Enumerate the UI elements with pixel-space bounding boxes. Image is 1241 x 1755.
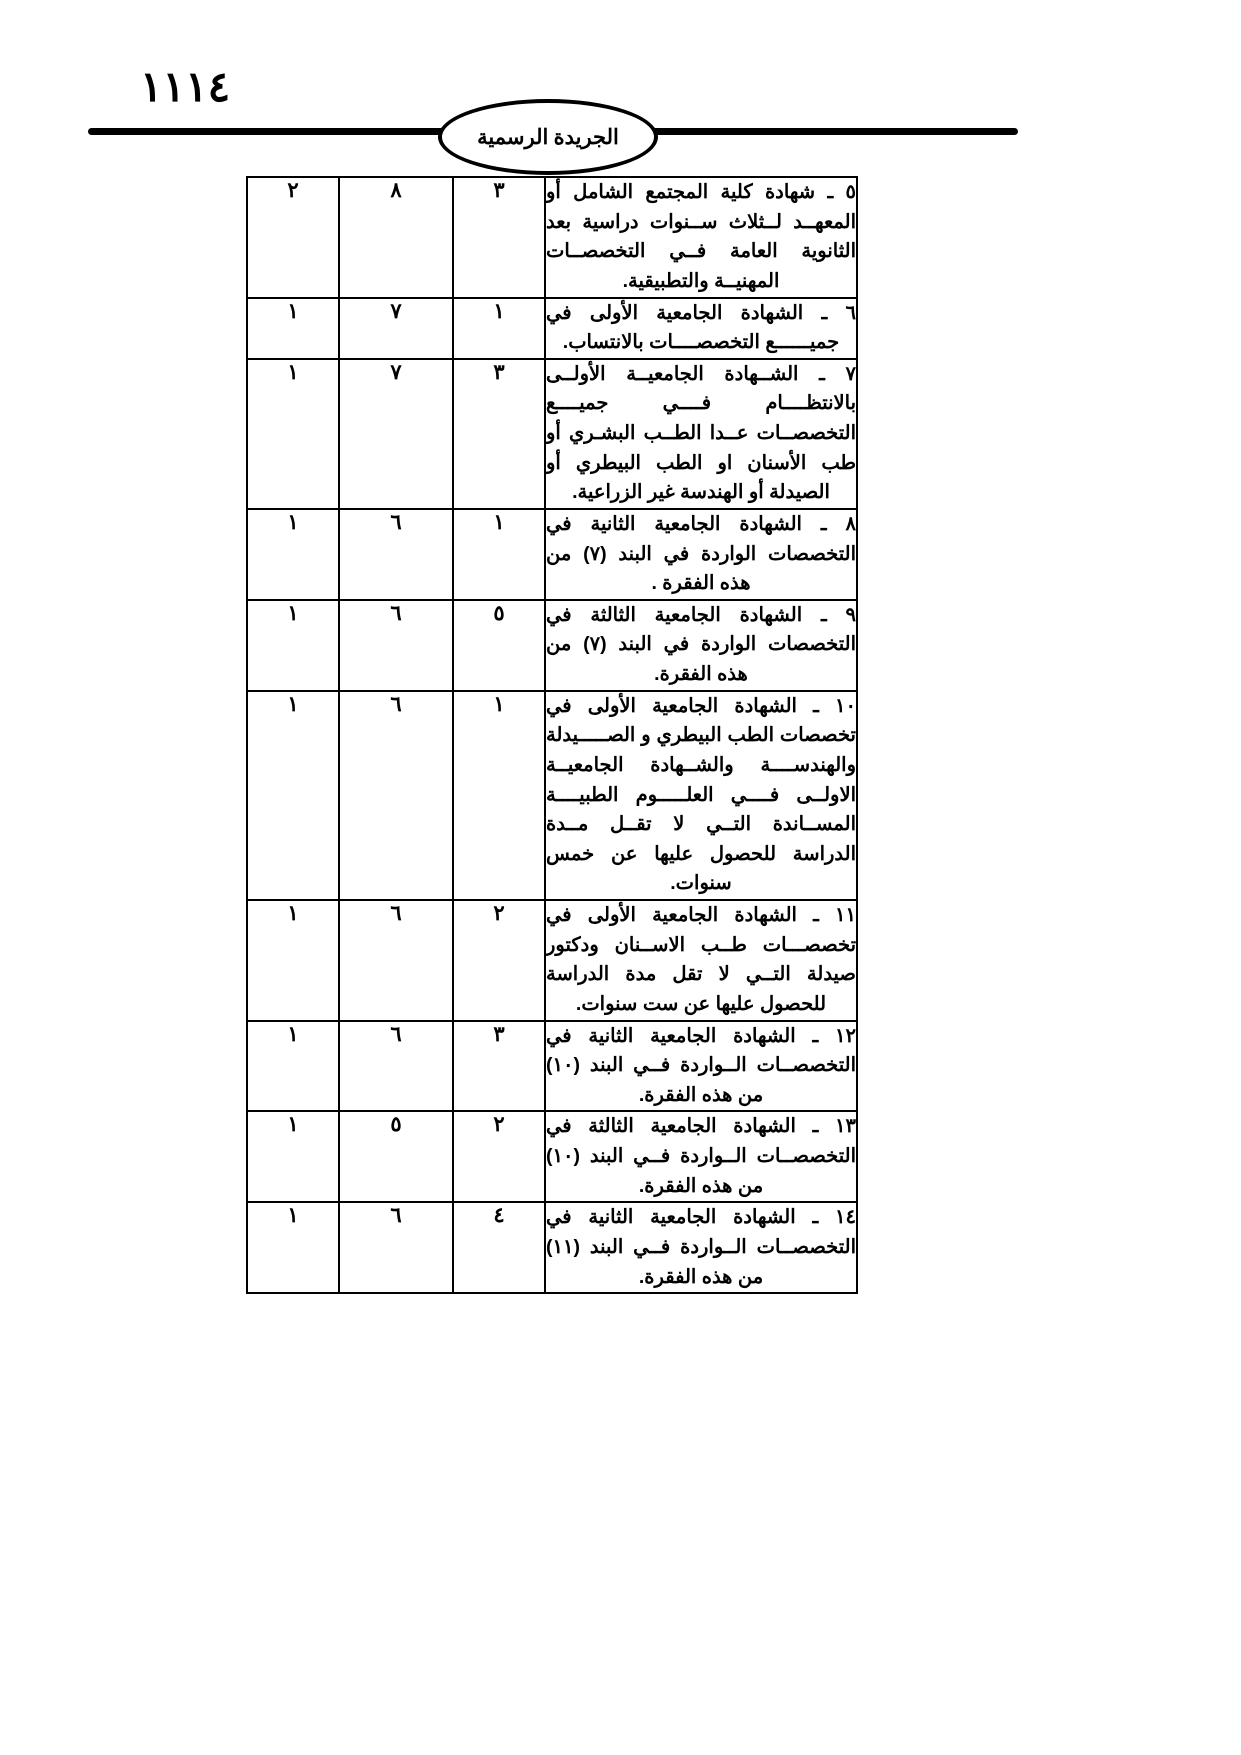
gazette-title-text: الجريدة الرسمية (477, 124, 619, 149)
table-row (247, 177, 857, 298)
row-description: ١٣ ـ الشهادة الجامعية الثالثة في التخصصــات الــواردة فــي البند (١٠) من هذه الفقرة. (545, 1111, 857, 1202)
row-col4: ١ (247, 1021, 339, 1112)
page-number: ١١١٤ (140, 65, 231, 111)
table-row (247, 1202, 857, 1293)
row-col4: ١ (247, 359, 339, 509)
row-col4: ١ (247, 1111, 339, 1202)
row-col3: ٦ (339, 509, 453, 600)
table-row (247, 600, 857, 691)
row-description: ٨ ـ الشهادة الجامعية الثانية في التخصصات الواردة في البند (٧) من هذه الفقرة . (545, 509, 857, 600)
page-header (0, 0, 1241, 170)
row-col3: ٥ (339, 1111, 453, 1202)
row-col2: ٣ (453, 359, 545, 509)
row-col3: ٨ (339, 177, 453, 298)
row-col2: ١ (453, 691, 545, 900)
row-col2: ٢ (453, 1111, 545, 1202)
row-description: ١٤ ـ الشهادة الجامعية الثانية في التخصصــات الــواردة فــي البند (١١) من هذه الفقرة. (545, 1202, 857, 1293)
table-body (247, 177, 857, 1293)
row-col3: ٦ (339, 1202, 453, 1293)
table-row (247, 1021, 857, 1112)
table-row (247, 1111, 857, 1202)
row-col3: ٧ (339, 298, 453, 359)
row-description: ١٢ ـ الشهادة الجامعية الثانية في التخصصــات الــواردة فــي البند (١٠) من هذه الفقرة. (545, 1021, 857, 1112)
row-description: ١١ ـ الشهادة الجامعية الأولى في تخصصـــات طــب الاســنان ودكتور صيدلة التــي لا تقل مدة الدراسة للحصول عليها عن ست سنوات. (545, 900, 857, 1021)
row-description: ٧ ـ الشــهادة الجامعيــة الأولــى بالانتظــــام فــــي جميــــع التخصصــات عــدا الطــب البشـري أو طب الأسنان او الطب البيطري أو الصيدلة أو الهندسة غير الزراعية. (545, 359, 857, 509)
row-col2: ٢ (453, 900, 545, 1021)
row-col3: ٦ (339, 691, 453, 900)
row-col3: ٧ (339, 359, 453, 509)
row-col4: ٢ (247, 177, 339, 298)
gazette-title-badge (438, 99, 658, 175)
row-col4: ١ (247, 509, 339, 600)
row-col2: ٣ (453, 1021, 545, 1112)
table-row (247, 900, 857, 1021)
table-row (247, 509, 857, 600)
qualifications-table (246, 176, 858, 1294)
row-col3: ٦ (339, 900, 453, 1021)
row-description: ١٠ ـ الشهادة الجامعية الأولى في تخصصات الطب البيطري و الصـــــيدلة والهندســــة والشــهادة الجامعيــة الاولــى فــــي العلـــــوم الطبيــــة المســاندة التــي لا تقــل مــدة الدراسة للحصول عليها عن خمس سنوات. (545, 691, 857, 900)
row-description: ٦ ـ الشهادة الجامعية الأولى في جميــــــع التخصصــــات بالانتساب. (545, 298, 857, 359)
row-description: ٩ ـ الشهادة الجامعية الثالثة في التخصصات الواردة في البند (٧) من هذه الفقرة. (545, 600, 857, 691)
table-container (276, 176, 858, 1294)
row-col2: ١ (453, 509, 545, 600)
row-col4: ١ (247, 600, 339, 691)
row-col2: ٣ (453, 177, 545, 298)
row-col4: ١ (247, 1202, 339, 1293)
row-col4: ١ (247, 900, 339, 1021)
table-row (247, 691, 857, 900)
row-description: ٥ ـ شهادة كلية المجتمع الشامل أو المعهــد لــثلاث ســنوات دراسية بعد الثانوية العامة فــي التخصصــات المهنيــة والتطبيقية. (545, 177, 857, 298)
row-col2: ٥ (453, 600, 545, 691)
row-col3: ٦ (339, 600, 453, 691)
row-col4: ١ (247, 298, 339, 359)
row-col2: ٤ (453, 1202, 545, 1293)
row-col4: ١ (247, 691, 339, 900)
table-row (247, 298, 857, 359)
table-row (247, 359, 857, 509)
row-col3: ٦ (339, 1021, 453, 1112)
row-col2: ١ (453, 298, 545, 359)
